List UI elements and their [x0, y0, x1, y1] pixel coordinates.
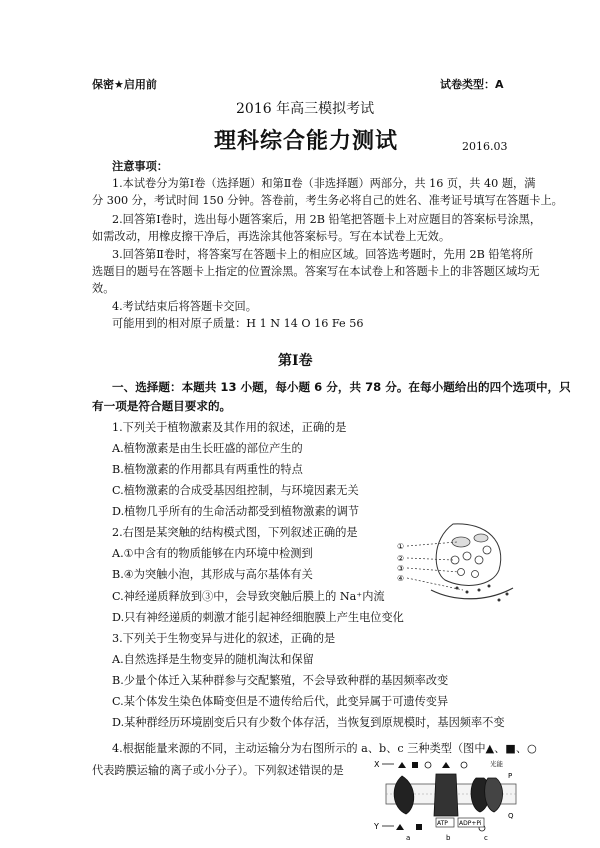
synapse-label-2: ②: [397, 554, 405, 563]
part1-heading: 第Ⅰ卷: [278, 353, 313, 369]
synapse-diagram: [395, 520, 535, 612]
synapse-label-4: ④: [397, 574, 405, 583]
notice-line: 如需改动，用橡皮擦干净后，再选涂其他答案标号。写在本试卷上无效。: [92, 230, 451, 243]
active-transport-diagram: [372, 756, 522, 842]
question-option: A.自然选择是生物变异的随机淘汰和保留: [112, 653, 314, 666]
notice-line: 3.回答第Ⅱ卷时，将答案写在答题卡上的相应区域。回答选考题时，先用 2B 铅笔将所: [112, 248, 534, 261]
question-option: C.植物激素的合成受基因组控制，与环境因素无关: [112, 484, 359, 497]
type-b-label: b: [446, 834, 451, 842]
section-instructions: 一、选择题：本题共 13 小题，每小题 6 分，共 78 分。在每小题给出的四个选项中，只: [112, 380, 571, 394]
notice-line: 选题目的题号在答题卡上指定的位置涂黑。答案写在本试卷上和答题卡上的非答题区域均无: [92, 265, 540, 278]
light-energy-label: 光能: [490, 760, 503, 768]
exam-subtitle: 2016 年高三模拟考试: [236, 101, 375, 117]
notice-line: 分 300 分，考试时间 150 分钟。答卷前，考生务必将自己的姓名、准考证号填写在答题卡上。: [92, 194, 563, 207]
synapse-label-3: ③: [397, 564, 405, 573]
question-option: D.植物几乎所有的生命活动都受到植物激素的调节: [112, 505, 360, 518]
question-stem: 2.右图是某突触的结构模式图，下列叙述正确的是: [112, 526, 358, 539]
notice-line: 1.本试卷分为第Ⅰ卷（选择题）和第Ⅱ卷（非选择题）两部分，共 16 页，共 40 题，满: [112, 177, 536, 190]
question-stem: 4.根据能量来源的不同，主动运输分为右图所示的 a、b、c 三种类型（图中▲、■、○: [112, 742, 537, 755]
type-c-label: c: [484, 834, 488, 842]
question-option: D.某种群经历环境剧变后只有少数个体存活，当恢复到原规模时，基因频率不变: [112, 716, 505, 729]
question-option: B.④为突触小泡，其形成与高尔基体有关: [112, 568, 313, 581]
synapse-label-1: ①: [397, 542, 405, 551]
exam-date: 2016.03: [462, 140, 508, 153]
question-option: C.神经递质释放到③中，会导致突触后膜上的 Na⁺内流: [112, 590, 385, 603]
side-x-label: X: [374, 760, 380, 769]
question-option: B.少量个体迁入某种群参与交配繁殖，不会导致种群的基因频率改变: [112, 674, 449, 687]
exam-title: 理科综合能力测试: [214, 128, 399, 154]
question-stem-cont: 代表跨膜运输的离子或小分子）。下列叙述错误的是: [92, 764, 344, 777]
section-instructions-cont: 有一项是符合题目要求的。: [92, 399, 232, 413]
question-option: B.植物激素的作用都具有两重性的特点: [112, 463, 303, 476]
side-p-label: P: [508, 772, 513, 780]
notice-line: 4.考试结束后将答题卡交回。: [112, 300, 257, 313]
notice-line: 效。: [92, 282, 115, 295]
notice-line: 2.回答第Ⅰ卷时，选出每小题答案后，用 2B 铅笔把答题卡上对应题目的答案标号涂黑，: [112, 213, 542, 226]
question-stem: 3.下列关于生物变异与进化的叙述，正确的是: [112, 632, 336, 645]
type-a-label: a: [406, 834, 411, 842]
notice-heading: 注意事项：: [112, 159, 168, 173]
question-option: C.某个体发生染色体畸变但是不遗传给后代，此变异属于可遗传变异: [112, 695, 449, 708]
side-q-label: Q: [508, 812, 514, 820]
paper-type-label: 试卷类型：A: [440, 78, 504, 91]
mitochondrion-shape: [452, 537, 470, 547]
side-y-label: Y: [374, 822, 379, 831]
atomic-mass-line: 可能用到的相对原子质量：H 1 N 14 O 16 Fe 56: [112, 317, 364, 330]
atp-label: ATP: [437, 820, 448, 827]
carrier-a-shape: [394, 776, 414, 814]
question-stem: 1.下列关于植物激素及其作用的叙述，正确的是: [112, 421, 347, 434]
question-option: A.植物激素是由生长旺盛的部位产生的: [112, 442, 303, 455]
question-option: D.只有神经递质的刺激才能引起神经细胞膜上产生电位变化: [112, 611, 404, 624]
question-option: A.①中含有的物质能够在内环境中检测到: [112, 547, 313, 560]
adp-label: ADP+Pi: [459, 820, 482, 827]
confidential-label: 保密★启用前: [92, 78, 157, 91]
